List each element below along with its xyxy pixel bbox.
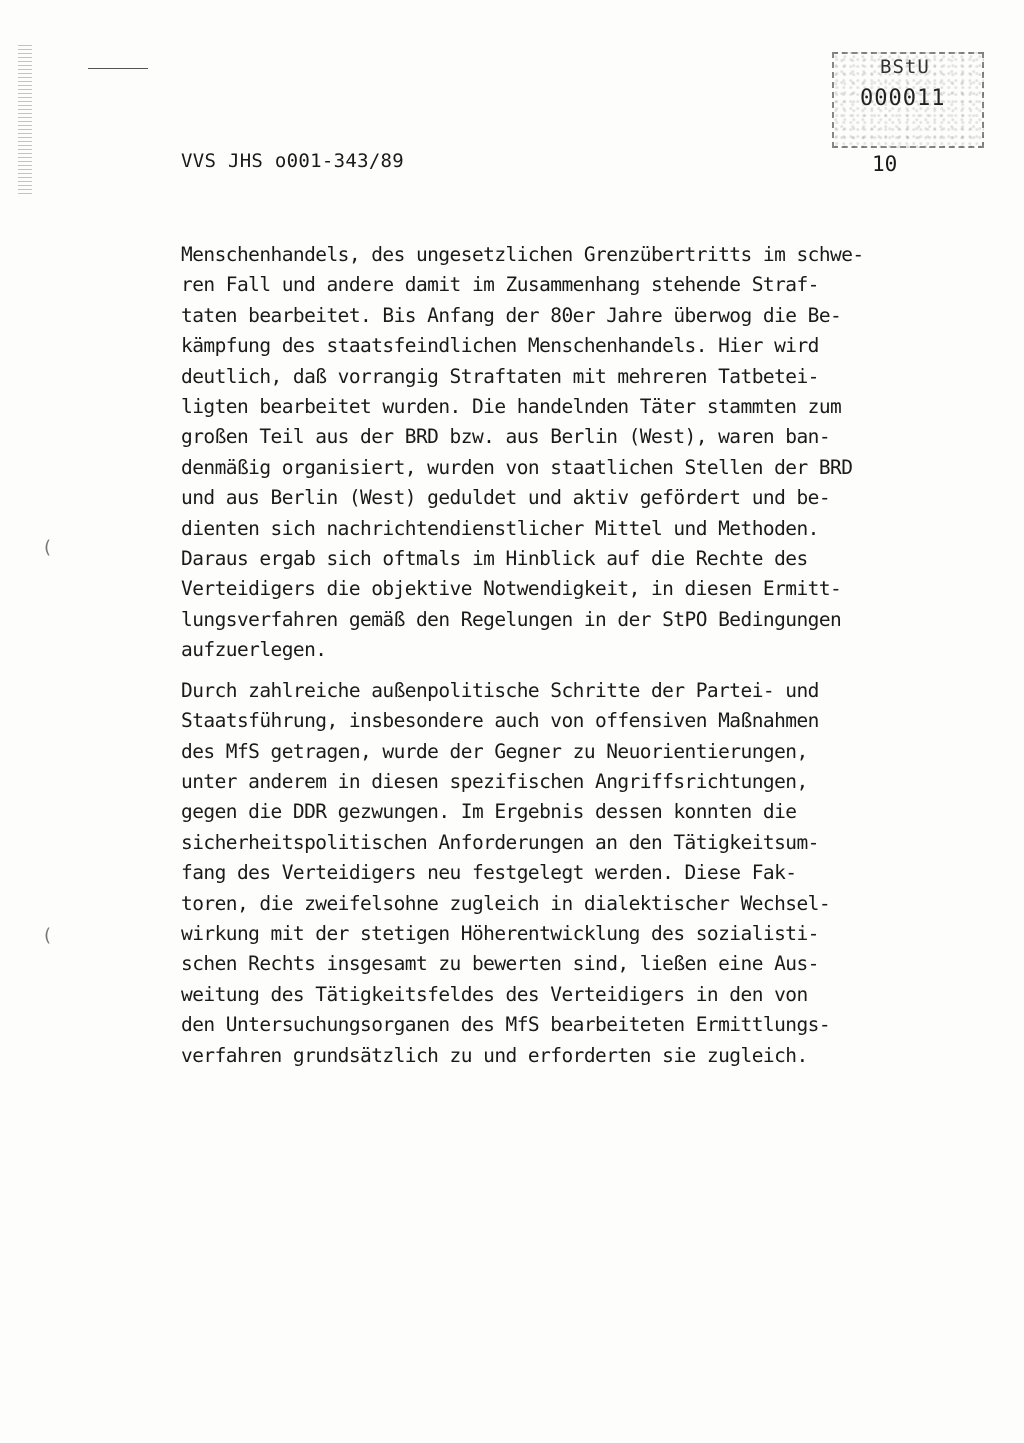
paragraph-1 (181, 240, 941, 666)
text-line: fang des Verteidigers neu festgelegt werden. Diese Fak- (181, 861, 797, 885)
text-line: denmäßig organisiert, wurden von staatlichen Stellen der BRD (181, 455, 853, 479)
text-line: deutlich, daß vorrangig Straftaten mit mehreren Tatbetei- (181, 364, 819, 388)
top-rule-line (88, 68, 148, 69)
binding-edge-marks (18, 45, 32, 195)
text-line: Daraus ergab sich oftmals im Hinblick auf die Rechte des (181, 547, 808, 571)
text-line: schen Rechts insgesamt zu bewerten sind, ließen eine Aus- (181, 952, 819, 976)
body-text (181, 240, 941, 1071)
document-reference: VVS JHS o001-343/89 (181, 150, 405, 172)
text-line: des MfS getragen, wurde der Gegner zu Neuorientierungen, (181, 739, 808, 763)
stamp-number: 000011 (860, 86, 946, 111)
text-line: Menschenhandels, des ungesetzlichen Grenzübertritts im schwe- (181, 243, 864, 266)
text-line: sicherheitspolitischen Anforderungen an den Tätigkeitsum- (181, 830, 819, 854)
text-line: Staatsführung, insbesondere auch von offensiven Maßnahmen (181, 709, 819, 733)
text-line: ligten bearbeitet wurden. Die handelnden Täter stammten zum (181, 395, 842, 419)
text-line: ren Fall und andere damit im Zusammenhang stehende Straf- (181, 273, 819, 297)
margin-bracket-mark: ( (44, 537, 52, 558)
text-line: dienten sich nachrichtendienstlicher Mittel und Methoden. (181, 516, 819, 540)
text-line: gegen die DDR gezwungen. Im Ergebnis dessen konnten die (181, 800, 797, 824)
archive-stamp (832, 52, 984, 148)
page-number: 10 (872, 152, 898, 176)
text-line: Durch zahlreiche außenpolitische Schritte der Partei- und (181, 678, 819, 702)
text-line: lungsverfahren gemäß den Regelungen in der StPO Bedingungen (181, 607, 842, 631)
paragraph-2 (181, 676, 941, 1071)
text-line: den Untersuchungsorganen des MfS bearbeiteten Ermittlungs- (181, 1013, 831, 1037)
text-line: unter anderem in diesen spezifischen Angriffsrichtungen, (181, 769, 808, 793)
text-line: aufzuerlegen. (181, 638, 327, 662)
text-line: weitung des Tätigkeitsfeldes des Verteidigers in den von (181, 982, 808, 1006)
text-line: großen Teil aus der BRD bzw. aus Berlin (West), waren ban- (181, 425, 831, 449)
text-line: kämpfung des staatsfeindlichen Menschenhandels. Hier wird (181, 334, 819, 358)
paragraph-gap (181, 666, 941, 676)
stamp-label: BStU (880, 56, 930, 78)
text-line: taten bearbeitet. Bis Anfang der 80er Jahre überwog die Be- (181, 303, 842, 327)
text-line: Verteidigers die objektive Notwendigkeit, in diesen Ermitt- (181, 577, 842, 601)
text-line: toren, die zweifelsohne zugleich in dialektischer Wechsel- (181, 891, 831, 915)
text-line: wirkung mit der stetigen Höherentwicklung des sozialisti- (181, 921, 819, 945)
text-line: und aus Berlin (West) geduldet und aktiv gefördert und be- (181, 486, 831, 510)
margin-bracket-mark: ( (44, 925, 52, 946)
text-line: verfahren grundsätzlich zu und erforderten sie zugleich. (181, 1043, 808, 1067)
